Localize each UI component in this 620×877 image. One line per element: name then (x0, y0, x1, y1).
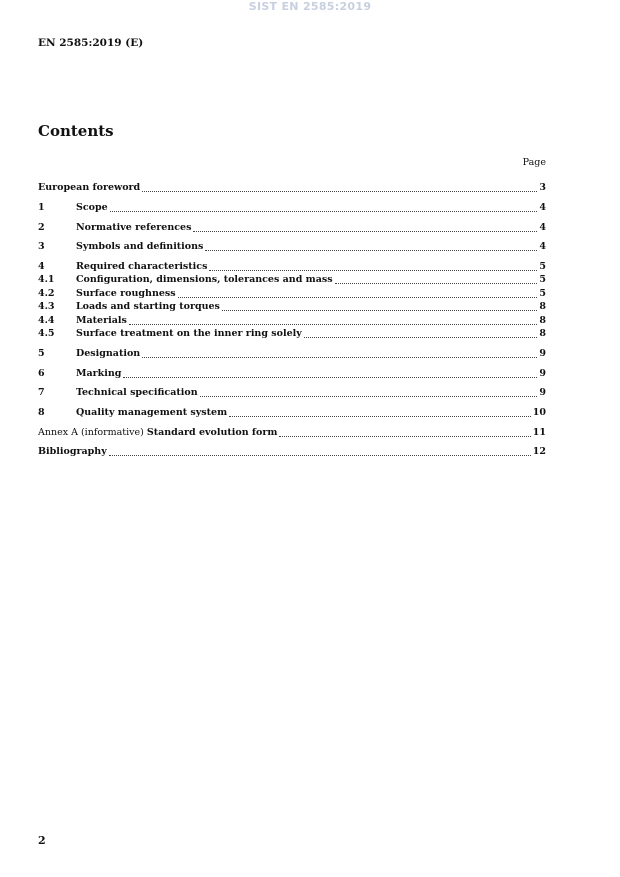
toc-title: Configuration, dimensions, tolerances and mass (76, 274, 333, 285)
toc-section-number: 4.2 (38, 288, 55, 299)
toc-title: Surface treatment on the inner ring solely (76, 328, 302, 339)
toc-section-number: 4.3 (38, 301, 55, 312)
toc-entry-normative-references[interactable] (38, 222, 546, 234)
toc-title: Technical specification (76, 387, 198, 398)
toc-page-number: 5 (539, 274, 546, 285)
toc-entry-materials[interactable] (38, 315, 546, 327)
toc-title: Surface roughness (76, 288, 176, 299)
page-number: 2 (38, 834, 46, 847)
toc-section-number: 2 (38, 222, 45, 233)
toc-page-number: 4 (539, 202, 546, 213)
toc-title: Quality management system (76, 407, 228, 418)
toc-entry-surface-treatment[interactable] (38, 328, 546, 340)
toc-page-number: 9 (539, 387, 546, 398)
toc-page-number: 8 (539, 301, 546, 312)
toc-page-number: 10 (532, 407, 546, 418)
page-column-label: Page (522, 157, 546, 168)
toc-page-number: 8 (539, 328, 546, 339)
toc-title (38, 427, 277, 439)
dot-leader (304, 329, 538, 338)
toc-section-number: 4.4 (38, 315, 55, 326)
toc-page-number: 4 (539, 222, 546, 233)
toc-entry-symbols-and-definitions[interactable] (38, 241, 546, 253)
toc-entry-required-characteristics[interactable] (38, 261, 546, 273)
toc-title: Marking (76, 368, 122, 379)
toc-title: Designation (76, 348, 141, 359)
dot-leader (279, 428, 530, 437)
dot-leader (110, 203, 538, 212)
toc-entry-marking[interactable] (38, 368, 546, 380)
toc-page-number: 3 (539, 182, 546, 193)
toc-entry-european-foreword[interactable] (38, 182, 546, 194)
toc-entry-loads-and-starting-torques[interactable] (38, 301, 546, 313)
toc-page-number: 5 (539, 261, 546, 272)
toc-page-number: 4 (539, 241, 546, 252)
toc-title: Bibliography (38, 446, 107, 457)
toc-section-number: 5 (38, 348, 45, 359)
toc-section-number: 4.5 (38, 328, 55, 339)
dot-leader (142, 183, 537, 192)
toc-entry-bibliography[interactable] (38, 446, 546, 458)
dot-leader (129, 316, 538, 325)
dot-leader (205, 242, 537, 251)
toc-section-number: 7 (38, 387, 45, 398)
toc-entry-annex-a[interactable] (38, 427, 546, 439)
dot-leader (142, 349, 537, 358)
toc-title: European foreword (38, 182, 141, 193)
dot-leader (123, 369, 537, 378)
toc-page-number: 5 (539, 288, 546, 299)
dot-leader (222, 302, 537, 311)
toc-page-number: 12 (532, 446, 546, 457)
toc-section-number: 4 (38, 261, 45, 272)
toc-entry-scope[interactable] (38, 202, 546, 214)
watermark-text: SIST EN 2585:2019 (248, 0, 372, 13)
toc-title: Loads and starting torques (76, 301, 220, 312)
dot-leader (335, 275, 538, 284)
toc-entry-quality-management-system[interactable] (38, 407, 546, 419)
toc-page-number: 9 (539, 368, 546, 379)
toc-entry-technical-specification[interactable] (38, 387, 546, 399)
document-id: EN 2585:2019 (E) (38, 37, 144, 49)
dot-leader (178, 289, 538, 298)
contents-heading: Contents (38, 122, 114, 140)
dot-leader (200, 388, 538, 397)
toc-page-number: 8 (539, 315, 546, 326)
dot-leader (209, 262, 537, 271)
dot-leader (229, 408, 531, 417)
toc-title: Symbols and definitions (76, 241, 204, 252)
toc-entry-configuration[interactable] (38, 274, 546, 286)
toc-entry-surface-roughness[interactable] (38, 288, 546, 300)
toc-page-number: 9 (539, 348, 546, 359)
toc-section-number: 1 (38, 202, 45, 213)
toc-section-number: 4.1 (38, 274, 55, 285)
dot-leader (193, 223, 537, 232)
annex-prefix: Annex A (informative) (38, 427, 147, 438)
toc-section-number: 6 (38, 368, 45, 379)
toc-title: Required characteristics (76, 261, 208, 272)
toc-entry-designation[interactable] (38, 348, 546, 360)
toc-title: Scope (76, 202, 108, 213)
toc-section-number: 3 (38, 241, 45, 252)
dot-leader (109, 447, 531, 456)
toc-title: Normative references (76, 222, 192, 233)
toc-section-number: 8 (38, 407, 45, 418)
toc-title: Materials (76, 315, 127, 326)
toc-page-number: 11 (532, 427, 546, 438)
annex-title: Standard evolution form (146, 427, 278, 438)
